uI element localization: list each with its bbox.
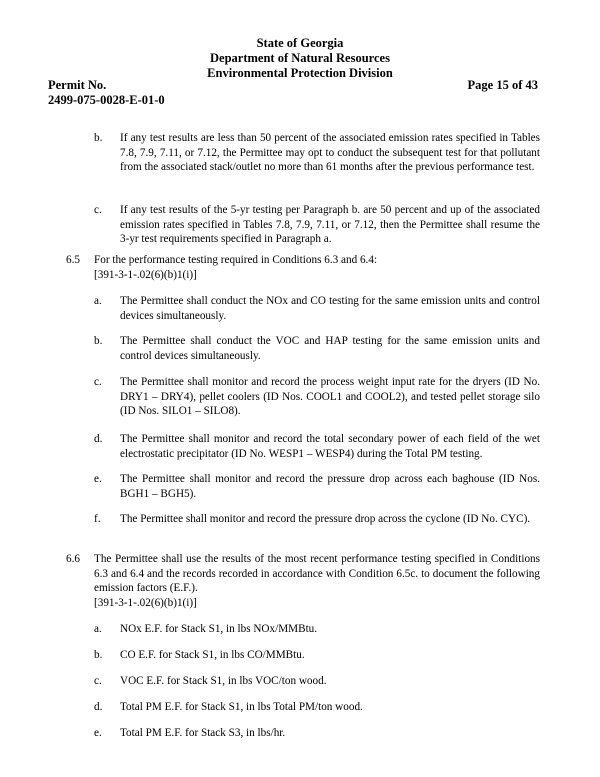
item-label: c. [94, 675, 102, 687]
item-label: a. [94, 295, 102, 307]
item-label: e. [94, 727, 102, 739]
paragraph-item: The Permittee shall conduct the VOC and HAP testing for the same emission units and control devices simultaneously. [120, 335, 540, 362]
item-label: b. [94, 649, 103, 661]
permit-block [48, 78, 165, 108]
item-label: c. [94, 376, 102, 388]
paragraph-item: The Permittee shall conduct the NOx and CO testing for the same emission units and control devices simultaneously. [120, 295, 540, 322]
paragraph-item: CO E.F. for Stack S1, in lbs CO/MMBtu. [120, 649, 305, 661]
item-label: c. [94, 204, 102, 216]
paragraph-item: If any test results of the 5-yr testing per Paragraph b. are 50 percent and up of the associated emission rates specified in Tables 7.8, 7.9, 7.11, or 7.12, then the Permittee shall resume the 3-yr test requirements specified in Paragraph a. [120, 204, 540, 246]
paragraph-item: The Permittee shall monitor and record the process weight input rate for the dryers (ID No. DRY1 – DRY4), pellet coolers (ID Nos. COOL1 and COOL2), and tested pellet storage silo (ID Nos. SILO1 – SILO8). [120, 376, 540, 418]
page-number: Page 15 of 43 [467, 78, 538, 92]
item-label: b. [94, 132, 103, 144]
condition-text: For the performance testing required in Conditions 6.3 and 6.4: [94, 254, 378, 266]
paragraph-item: Total PM E.F. for Stack S3, in lbs/hr. [120, 727, 286, 739]
permit-number: 2499-075-0028-E-01-0 [48, 93, 165, 107]
paragraph-item: If any test results are less than 50 percent of the associated emission rates specified in Tables 7.8, 7.9, 7.11, or 7.12, the Permittee may opt to conduct the subsequent test for that pollutant from the associated stack/outlet no more than 61 months after the previous performance test. [120, 132, 540, 174]
citation: [391-3-1-.02(6)(b)1(i)] [94, 269, 197, 281]
header-department: Department of Natural Resources [210, 51, 390, 65]
item-label: d. [94, 433, 103, 445]
paragraph-item: NOx E.F. for Stack S1, in lbs NOx/MMBtu. [120, 623, 318, 635]
header-division: Environmental Protection Division [207, 66, 393, 80]
condition-text: The Permittee shall use the results of the most recent performance testing specified in Conditions 6.3 and 6.4 and the records recorded in accordance with Condition 6.5c. to document the following emission factors (E.F.). [94, 553, 540, 595]
paragraph-item: Total PM E.F. for Stack S1, in lbs Total PM/ton wood. [120, 701, 363, 713]
item-label: f. [94, 513, 101, 525]
citation: [391-3-1-.02(6)(b)1(i)] [94, 597, 197, 609]
document-header [0, 36, 600, 81]
item-label: a. [94, 623, 102, 635]
item-label: e. [94, 473, 102, 485]
item-label: d. [94, 701, 103, 713]
paragraph-item: VOC E.F. for Stack S1, in lbs VOC/ton wood. [120, 675, 327, 687]
header-state: State of Georgia [256, 36, 344, 50]
condition-number: 6.6 [66, 553, 80, 565]
condition-number: 6.5 [66, 254, 80, 266]
paragraph-item: The Permittee shall monitor and record the pressure drop across the cyclone (ID No. CYC). [120, 513, 531, 525]
permit-label: Permit No. [48, 78, 107, 92]
paragraph-item: The Permittee shall monitor and record the pressure drop across each baghouse (ID Nos. BGH1 – BGH5). [120, 473, 540, 500]
item-label: b. [94, 335, 103, 347]
paragraph-item: The Permittee shall monitor and record the total secondary power of each field of the wet electrostatic precipitator (ID No. WESP1 – WESP4) during the Total PM testing. [120, 433, 540, 460]
